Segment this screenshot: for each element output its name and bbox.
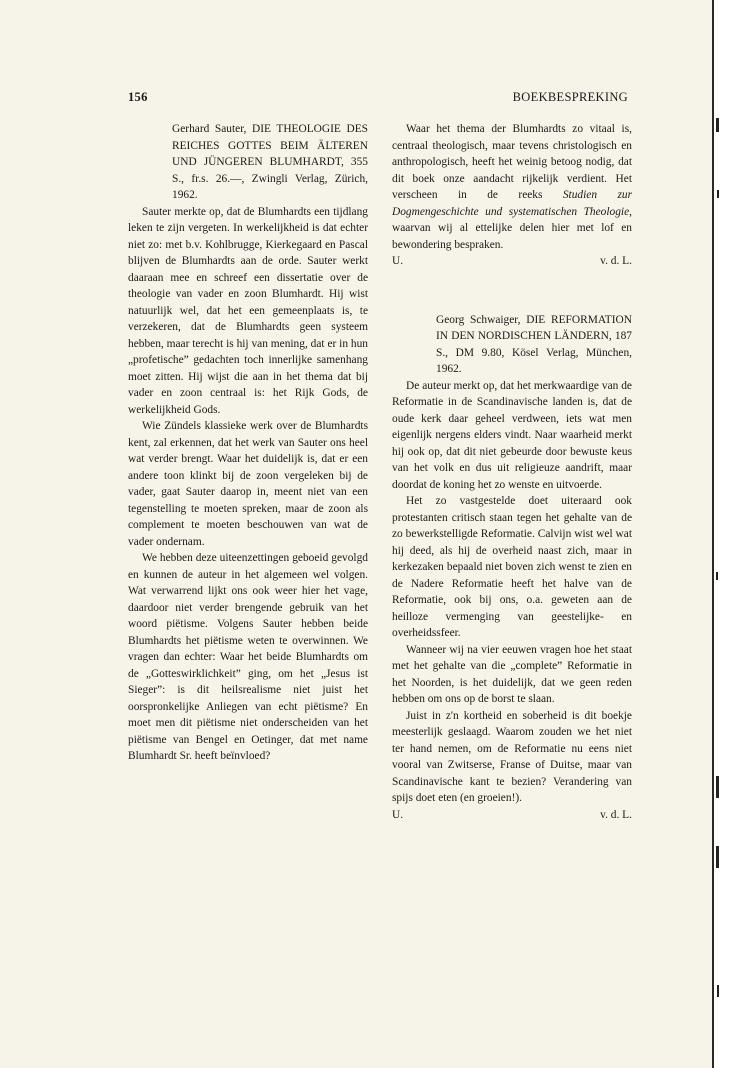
scan-mark bbox=[717, 190, 719, 198]
scan-mark bbox=[716, 572, 718, 580]
running-header bbox=[128, 90, 628, 106]
paragraph: De auteur merkt op, dat het merkwaardige van de Reformatie in de Scandinavische landen is, dat de oude kerk daar geheel verdween, iets wat men eigenlijk nergens elders vindt. Naar waarheid merkt hij ook op, dat dit niet gebeurde door bewuste keus van het volk en dus uit religieuze aandrift, maar doordat de koning het zo wenste en uitvoerde. bbox=[392, 379, 632, 491]
scan-edge-rule bbox=[712, 0, 714, 1068]
scan-mark bbox=[716, 846, 719, 868]
signature-initial: U. bbox=[392, 808, 404, 821]
paragraph bbox=[392, 121, 632, 253]
scan-mark bbox=[716, 776, 719, 798]
review-signature bbox=[392, 253, 632, 270]
book-citation: Gerhard Sauter, DIE THEOLOGIE DES REICHES GOTTES BEIM ÄLTEREN UND JÜNGEREN BLUMHARDT, 355 S., fr.s. 26.—, Zwingli Verlag, Zürich, 1962. bbox=[172, 123, 368, 201]
signature-author: v. d. L. bbox=[600, 255, 632, 267]
paragraph: We hebben deze uiteenzettingen geboeid gevolgd en kunnen de auteur in het algemeen wel volgen. Wat verwarrend lijkt ons ook weer hier het vage, daardoor niet verder brengende gebruik van het woord piëtisme. Volgens Sauter hebben beide Blumhardts het piëtisme weten te overwinnen. We vragen dan echter: Waar het beide Blumhardts om de „Gotteswirklichkeit” ging, om het „Jesus ist Sieger”: is dit heilsrealisme niet juist het oorspronkelijke Anliegen van echt piëtisme? En moet men dit piëtisme niet onderscheiden van het piëtisme van Bengel en Oetinger, dat met name Blumhardt Sr. heeft beïnvloed? bbox=[128, 552, 368, 762]
paragraph: Wie Zündels klassieke werk over de Blumhardts kent, zal erkennen, dat het werk van Sauter ons heel wat verder brengt. Waar het duidelijk is, dat er een andere toon klinkt bij de zoon vergeleken bij de vader, gaat Sauter daarop in, meent niet van een tegenstelling te moeten spreken, maar de zoon als complement te moeten beschouwen van wat de vader ondernam. bbox=[128, 420, 368, 548]
signature-author: v. d. L. bbox=[600, 808, 632, 821]
paragraph-text: Waar het thema der Blumhardts zo vitaal is, centraal theologisch, maar tevens christologisch en anthropologisch, heeft het weinig betoog nodig, dat dit boek onze aandacht rijkelijk verdient. Het verscheen in de reeks bbox=[392, 123, 632, 201]
scan-mark bbox=[717, 985, 719, 997]
paragraph: Sauter merkte op, dat de Blumhardts een tijdlang leken te zijn vergeten. In werkelijkheid is dat echter niet zo: met b.v. Kohlbrugge, Kierkegaard en Pascal blijven de Blumhardts aan de orde. Sauter werkt daaraan mee en schreef een dissertatie over de theologie van vader en zoon Blumhardt. Hij wist natuurlijk wel, dat het een gemeenplaats is, te verzekeren, dat de Blumhardts geen systeem hebben, maar terecht is hij van mening, dat er in hun „profetische” gedachten toch innerlijke samenhang moet zitten. Hij wijst die aan in het thema dat bij vader en zoon centraal is: het Rijk Gods, de werkelijkheid Gods. bbox=[128, 205, 368, 416]
paragraph: Wanneer wij na vier eeuwen vragen hoe het staat met het gehalte van die „complete” Reformatie in het Noorden, is het duidelijk, dat we geen reden hebben om ons op de borst te slaan. bbox=[392, 643, 632, 705]
paragraph: Het zo vastgestelde doet uiteraard ook protestanten critisch staan tegen het gehalte van de zo bewerkstelligde Reformatie. Calvijn wist wel wat hij deed, als hij de overheid naast zich, maar in kerkezaken bepaald niet boven zich wenst te zien en de Nadere Reformatie heeft het halve van de Reformatie, ook bij ons, o.a. geweten aan de heilloze vermenging van geestelijke- en overheidssfeer. bbox=[392, 495, 632, 639]
scan-mark bbox=[716, 118, 719, 132]
signature-initial: U. bbox=[392, 255, 404, 267]
paragraph: Juist in z'n kortheid en soberheid is dit boekje meesterlijk geslaagd. Waarom zouden we het niet ter hand nemen, om de Reformatie nu eens niet vooral van Zwitserse, Franse of Duitse, maar van Scandinavische kant te bezien? Verandering van spijs doet eten (en groeien!). bbox=[392, 709, 632, 804]
series-title: Studien zur Dogmengeschichte und systematischen Theologie bbox=[392, 189, 633, 218]
running-title: BOEKBESPREKING bbox=[512, 90, 628, 104]
left-column bbox=[128, 121, 368, 765]
right-column bbox=[392, 121, 632, 823]
page-number: 156 bbox=[128, 90, 148, 104]
paragraph-text: , waarvan wij al ettelijke delen hier met lof en bewondering bespraken. bbox=[392, 205, 632, 251]
review-signature bbox=[392, 807, 632, 824]
section-gap bbox=[392, 270, 632, 312]
book-citation: Georg Schwaiger, DIE REFORMATION IN DEN NORDISCHEN LÄNDERN, 187 S., DM 9.80, Kösel Verlag, München, 1962. bbox=[436, 313, 632, 375]
